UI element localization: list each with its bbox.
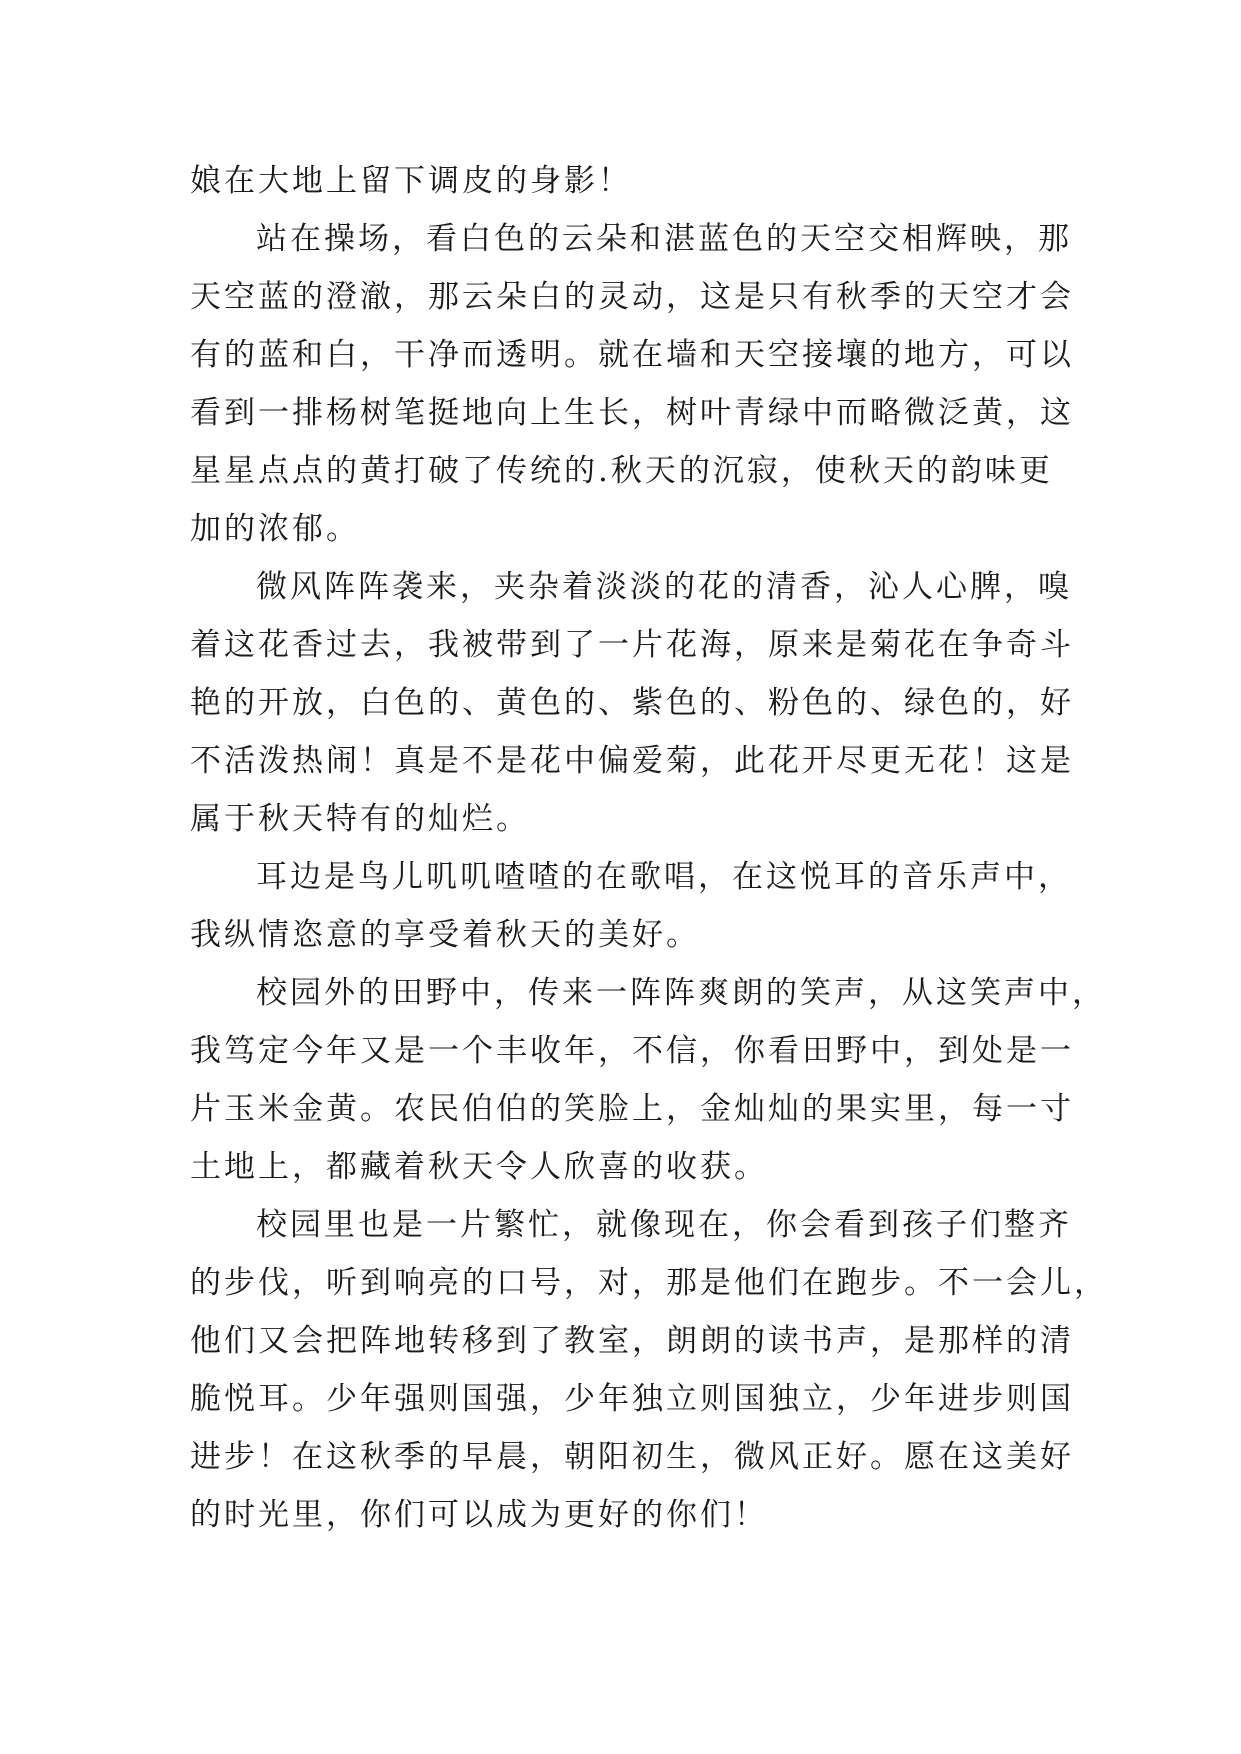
paragraph-3-line-3: 艳的开放，白色的、黄色的、紫色的、粉色的、绿色的，好 (190, 685, 1074, 721)
paragraph-3-line-2: 着这花香过去，我被带到了一片花海，原来是菊花在争奇斗 (190, 627, 1074, 663)
paragraph-4-line-2: 我纵情恣意的享受着秋天的美好。 (190, 917, 700, 953)
paragraph-6-line-6: 的时光里，你们可以成为更好的你们！ (190, 1497, 768, 1533)
paragraph-3-line-5: 属于秋天特有的灿烂。 (190, 801, 530, 837)
paragraph-5-line-4: 土地上，都藏着秋天令人欣喜的收获。 (190, 1149, 768, 1185)
paragraph-2-line-1: 站在操场，看白色的云朵和湛蓝色的天空交相辉映，那 (256, 221, 1072, 257)
paragraph-6-line-1: 校园里也是一片繁忙，就像现在，你会看到孩子们整齐 (256, 1207, 1072, 1243)
document-body (190, 152, 1108, 1544)
paragraph-4-line-1: 耳边是鸟儿叽叽喳喳的在歌唱，在这悦耳的音乐声中， (256, 859, 1072, 895)
paragraph-6-line-5: 进步！在这秋季的早晨，朝阳初生，微风正好。愿在这美好 (190, 1439, 1074, 1475)
paragraph-5-line-3: 片玉米金黄。农民伯伯的笑脸上，金灿灿的果实里，每一寸 (190, 1091, 1074, 1127)
paragraph-6-line-2: 的步伐，听到响亮的口号，对，那是他们在跑步。不一会儿， (190, 1265, 1108, 1301)
paragraph-5-line-1: 校园外的田野中，传来一阵阵爽朗的笑声，从这笑声中， (256, 975, 1106, 1011)
paragraph-3-line-1: 微风阵阵袭来，夹杂着淡淡的花的清香，沁人心脾，嗅 (256, 569, 1072, 605)
paragraph-6-line-3: 他们又会把阵地转移到了教室，朗朗的读书声，是那样的清 (190, 1323, 1074, 1359)
paragraph-3-line-4: 不活泼热闹！真是不是花中偏爱菊，此花开尽更无花！这是 (190, 743, 1074, 779)
paragraph-2-line-5: 星星点点的黄打破了传统的.秋天的沉寂，使秋天的韵味更 (190, 453, 1053, 489)
paragraph-2-line-6: 加的浓郁。 (190, 511, 360, 547)
paragraph-1-line-1: 娘在大地上留下调皮的身影！ (190, 163, 632, 199)
paragraph-2-line-2: 天空蓝的澄澈，那云朵白的灵动，这是只有秋季的天空才会 (190, 279, 1074, 315)
paragraph-2-line-3: 有的蓝和白，干净而透明。就在墙和天空接壤的地方，可以 (190, 337, 1074, 373)
paragraph-5-line-2: 我笃定今年又是一个丰收年，不信，你看田野中，到处是一 (190, 1033, 1074, 1069)
paragraph-6-line-4: 脆悦耳。少年强则国强，少年独立则国独立，少年进步则国 (190, 1381, 1074, 1417)
paragraph-2-line-4: 看到一排杨树笔挺地向上生长，树叶青绿中而略微泛黄，这 (190, 395, 1074, 431)
